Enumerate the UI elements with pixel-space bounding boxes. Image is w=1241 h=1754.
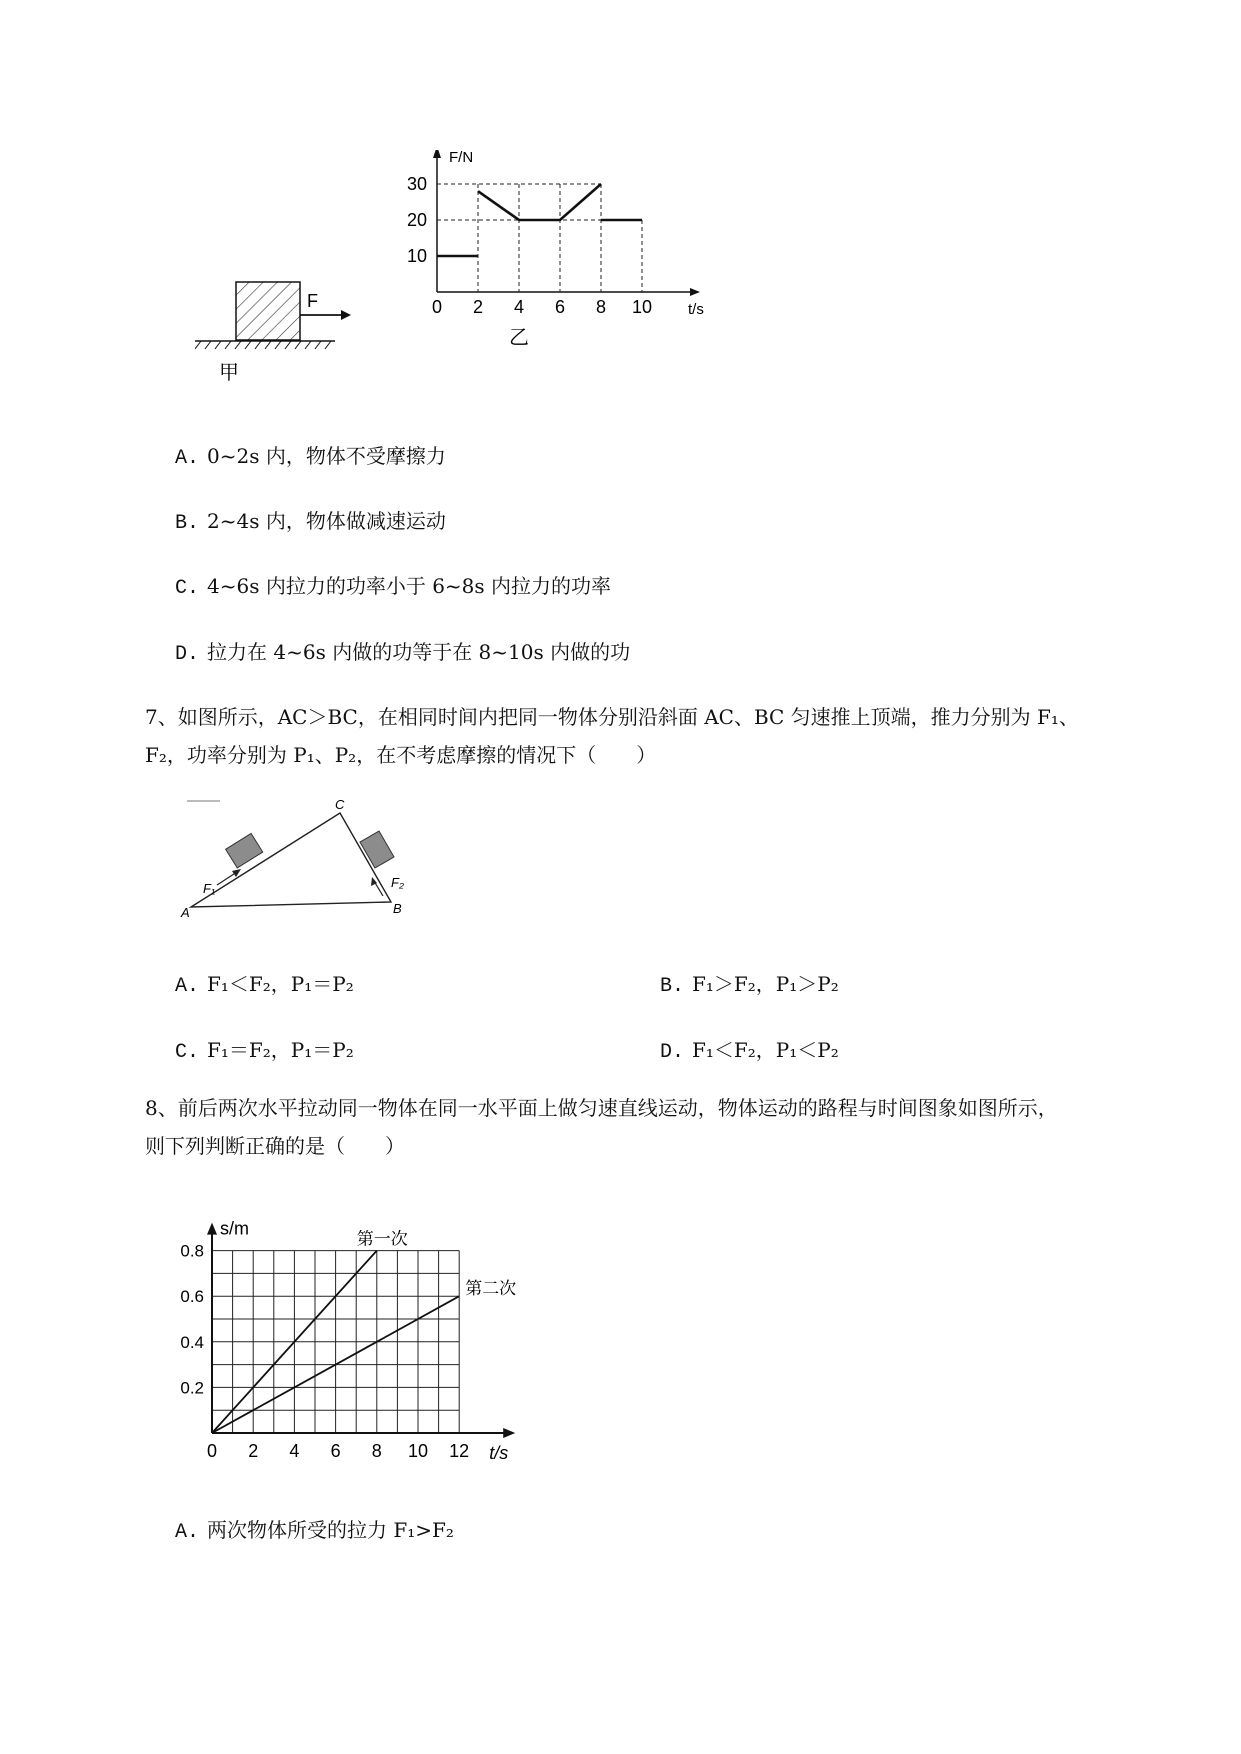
y-tick-label: 0.6 (180, 1287, 204, 1307)
vertex-c-label: C (335, 797, 345, 812)
y-axis-label: F/N (449, 150, 474, 166)
y-tick-label: 10 (406, 246, 427, 266)
x-tick-label: 0 (431, 297, 443, 317)
q7-stem-line1: 7、如图所示，AC＞BC，在相同时间内把同一物体分别沿斜面 AC、BC 匀速推上顶端，推力分别为 F₁、 (145, 705, 1079, 729)
x-axis-label: t/s (489, 1443, 509, 1463)
y-tick-label: 0.2 (180, 1378, 204, 1398)
option-label: B. (660, 975, 685, 998)
option-label: D. (175, 643, 200, 666)
option-text: 两次物体所受的拉力 F₁>F₂ (207, 1518, 454, 1542)
option-text: F₁＝F₂，P₁＝P₂ (207, 1038, 354, 1062)
option-text: F₁＞F₂，P₁＞P₂ (692, 972, 839, 996)
block-on-bc (360, 831, 394, 868)
q7-option-c (175, 1034, 354, 1064)
option-label: D. (660, 1041, 685, 1064)
q8-st-chart (170, 1200, 540, 1470)
option-label: A. (175, 975, 200, 998)
block-on-ac (226, 833, 263, 868)
figure-jia-caption: 甲 (219, 362, 239, 384)
series-label: 第二次 (465, 1279, 517, 1299)
force-label: F (307, 291, 318, 311)
figure-yi-chart (385, 150, 730, 390)
vertex-b-label: B (393, 901, 402, 916)
y-axis-arrow (433, 150, 441, 158)
x-tick-label: 2 (248, 1441, 259, 1461)
x-tick-label: 2 (472, 297, 484, 317)
option-text: 拉力在 4~6s 内做的功等于在 8~10s 内做的功 (207, 640, 631, 664)
q6-option-d (175, 636, 630, 666)
x-axis-arrow (503, 1428, 515, 1438)
option-text: 2~4s 内，物体做减速运动 (207, 509, 446, 533)
q6-option-c (175, 570, 611, 600)
option-text: 0~2s 内，物体不受摩擦力 (207, 444, 446, 468)
force-arrow-head (341, 310, 351, 320)
option-label: A. (175, 1521, 200, 1544)
x-tick-label: 0 (206, 1441, 218, 1461)
y-tick-label: 0.8 (180, 1241, 204, 1261)
x-tick-label: 12 (449, 1441, 470, 1461)
option-text: F₁＜F₂，P₁＜P₂ (692, 1038, 839, 1062)
option-label: C. (175, 577, 200, 600)
vertex-a-label: A (181, 905, 190, 920)
q7-stem-line2: F₂，功率分别为 P₁、P₂，在不考虑摩擦的情况下（ ） (145, 743, 657, 767)
y-tick-label: 20 (406, 210, 427, 230)
x-tick-label: 10 (407, 1441, 429, 1461)
y-axis-arrow (207, 1223, 217, 1235)
x-tick-label: 8 (595, 297, 607, 317)
option-label: C. (175, 1041, 200, 1064)
ground-hatch (195, 341, 331, 349)
x-tick-label: 4 (513, 297, 525, 317)
x-axis-arrow (690, 288, 700, 296)
y-axis-label: s/m (220, 1218, 249, 1239)
q8-stem-line1: 8、前后两次水平拉动同一物体在同一水平面上做匀速直线运动，物体运动的路程与时间图象如图所示， (145, 1096, 1058, 1120)
q6-option-b (175, 505, 446, 535)
option-text: 4~6s 内拉力的功率小于 6~8s 内拉力的功率 (207, 574, 612, 598)
figure-jia (195, 265, 365, 385)
q7-option-d (660, 1034, 839, 1064)
x-tick-label: 4 (289, 1441, 300, 1461)
figure-yi-caption: 乙 (509, 327, 529, 349)
q8-option-a (175, 1514, 454, 1544)
y-tick-label: 30 (406, 174, 427, 194)
x-tick-label: 8 (371, 1441, 382, 1461)
series-label: 第一次 (356, 1229, 408, 1249)
f2-label: F₂ (391, 875, 404, 890)
q8-stem-line2: 则下列判断正确的是（ ） (145, 1134, 405, 1158)
q7-option-b (660, 968, 839, 998)
x-tick-label: 6 (554, 297, 566, 317)
block (236, 282, 300, 340)
series-line (478, 184, 601, 220)
q6-option-a (175, 440, 446, 470)
x-tick-label: 10 (631, 297, 653, 317)
q7-incline-figure (175, 795, 420, 925)
x-tick-label: 6 (330, 1441, 341, 1461)
option-text: F₁＜F₂，P₁＝P₂ (207, 972, 354, 996)
f1-label: F₁ (203, 881, 216, 896)
y-tick-label: 0.4 (180, 1332, 204, 1352)
option-label: B. (175, 512, 200, 535)
x-axis-label: t/s (688, 301, 704, 318)
incline-triangle (191, 813, 391, 907)
option-label: A. (175, 447, 200, 470)
q7-option-a (175, 968, 354, 998)
